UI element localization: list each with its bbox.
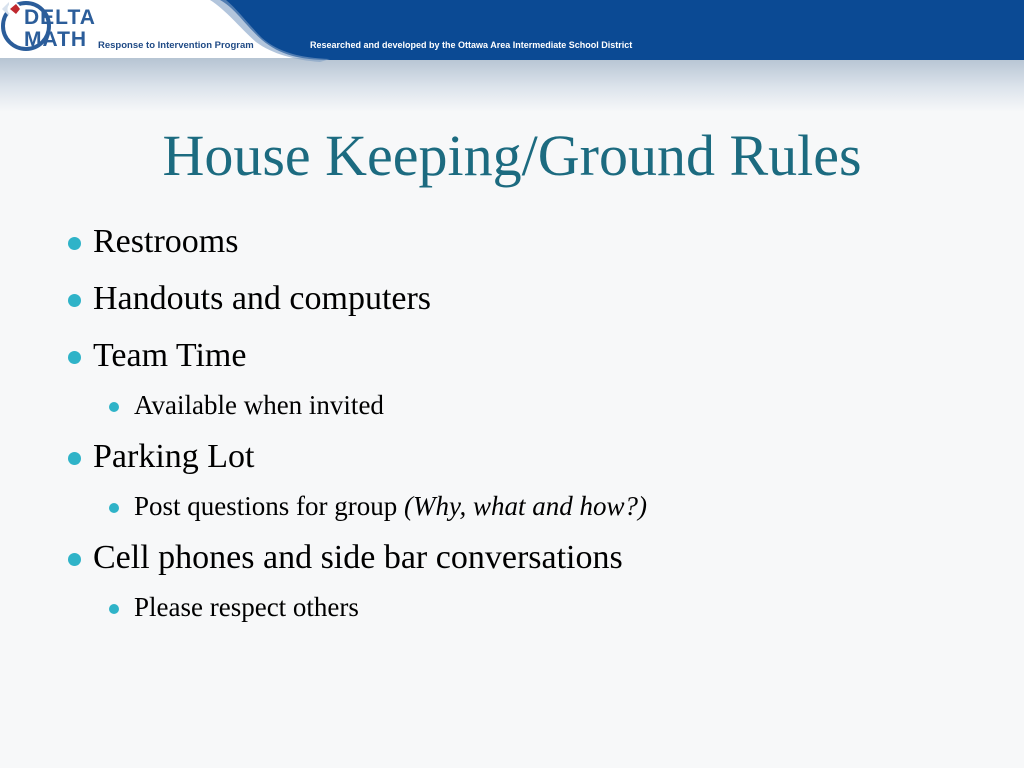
sub-bullet-text: Please respect others: [134, 592, 359, 622]
sub-bullet-available: [62, 389, 1002, 421]
bullet-text: Handouts and computers: [93, 280, 432, 317]
logo-delta: DELTA: [24, 6, 96, 29]
slide-title: House Keeping/Ground Rules: [162, 123, 862, 188]
bullet-icon: [68, 237, 81, 250]
logo-math: MATH: [24, 28, 88, 51]
bullet-text: Parking Lot: [93, 438, 255, 475]
sub-bullet-text: Available when invited: [134, 390, 384, 420]
bullet-text: Restrooms: [93, 223, 239, 260]
bullet-list: [62, 222, 1002, 639]
district-logo-icon: [0, 0, 24, 18]
bullet-text: Cell phones and side bar conversations: [93, 539, 623, 576]
header-banner: [0, 0, 1024, 112]
bullet-cell-phones: [62, 538, 1002, 578]
bullet-handouts: [62, 279, 1002, 319]
bullet-icon: [68, 553, 81, 566]
sub-bullet-emphasis: (Why, what and how?): [404, 491, 647, 521]
bullet-icon: [68, 351, 81, 364]
bullet-icon: [109, 604, 119, 614]
sub-bullet-text: Post questions for group: [134, 491, 404, 521]
sub-bullet-post-questions: [62, 490, 1002, 522]
district-tagline: Researched and developed by the Ottawa Area Intermediate School District: [310, 40, 633, 50]
bullet-icon: [68, 452, 81, 465]
bullet-team-time: [62, 336, 1002, 376]
sub-bullet-respect: [62, 591, 1002, 623]
program-tagline: Response to Intervention Program: [98, 40, 254, 51]
bullet-text: Team Time: [93, 337, 247, 374]
bullet-restrooms: [62, 222, 1002, 262]
bullet-icon: [68, 294, 81, 307]
bullet-icon: [109, 402, 119, 412]
bullet-parking-lot: [62, 437, 1002, 477]
banner-shape: [0, 0, 1024, 70]
bullet-icon: [109, 503, 119, 513]
